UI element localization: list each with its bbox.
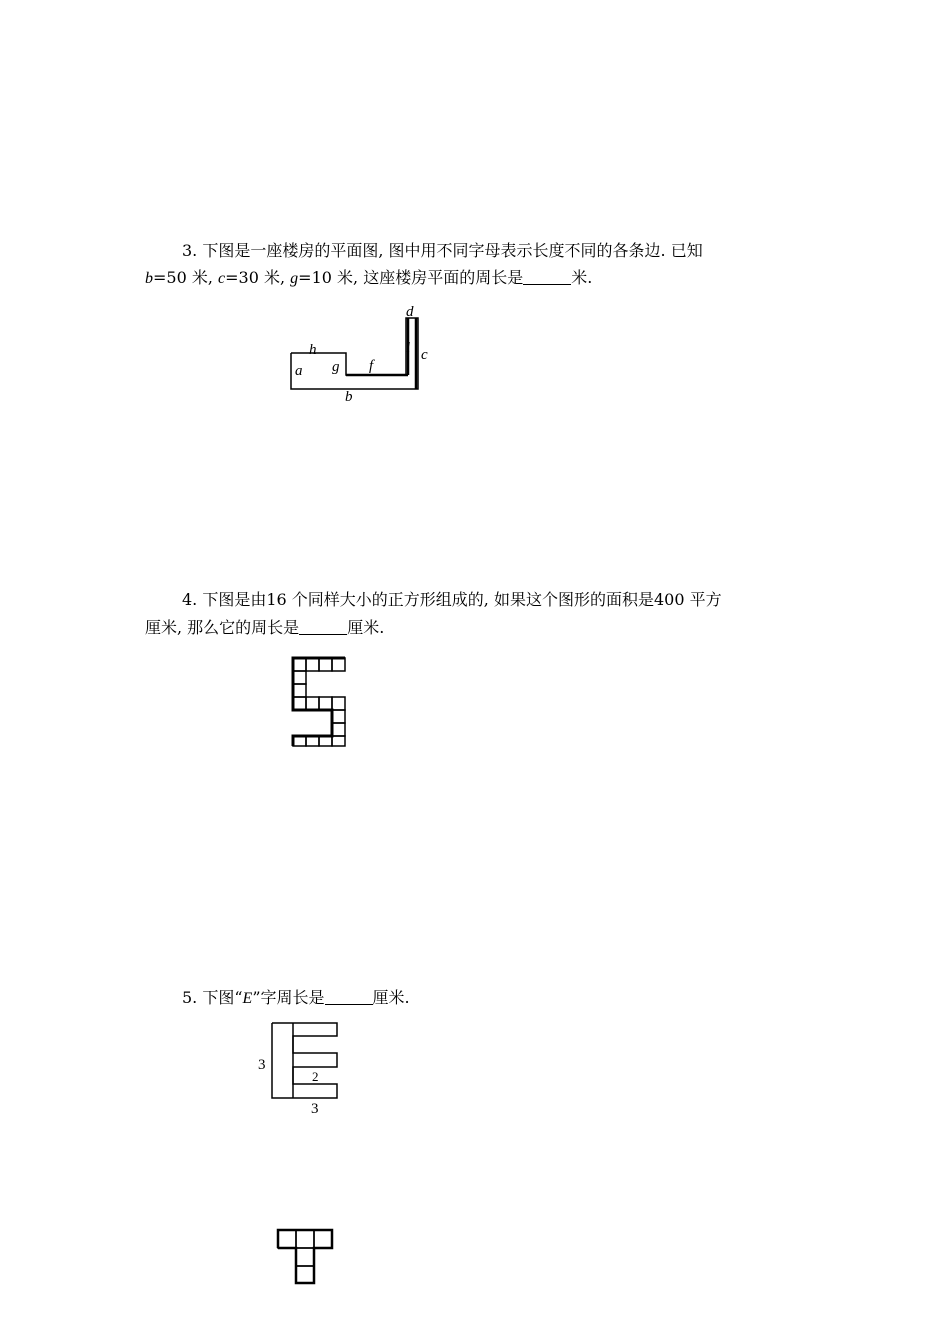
floor-plan-diagram [285,300,445,410]
label-left-3: 3 [258,1057,266,1073]
unit: 厘米. [372,988,410,1007]
unit: 米. [571,268,593,287]
label-h: h [309,342,317,358]
label-c: c [421,347,428,363]
t-square-grid [278,1230,332,1283]
q4-text: 4. 下图是由16 个同样大小的正方形组成的, 如果这个图形的面积是400 平方 [182,590,722,609]
unit: 厘米. [347,618,385,637]
q5-text [182,988,410,1009]
e-shape-diagram [250,1018,360,1118]
label-g: g [332,359,340,375]
var-b: b [145,270,153,287]
value-g: =10 米, 这座楼房平面的周长是 [298,268,524,287]
answer-blank[interactable] [299,618,347,635]
q4-text-line2 [145,618,384,638]
label-d: d [406,304,414,320]
t-shape-outline [278,1230,332,1283]
q5-suffix: ”字周长是 [252,988,325,1007]
q3-text-line1 [182,241,703,261]
label-inner-2: 2 [312,1069,319,1084]
t-shape-squares [275,1227,335,1287]
label-l: l [406,340,411,356]
e-letter: E [242,990,253,1007]
value-c: =30 米, [225,268,291,287]
square-grid [293,658,345,746]
q4-text-2: 厘米, 那么它的周长是 [145,618,300,637]
answer-blank[interactable] [523,268,571,285]
label-b: b [345,389,353,405]
label-f: f [369,358,374,374]
q4-text-line1 [182,590,722,610]
q5-prefix: 5. 下图“ [182,988,243,1007]
label-bottom-3: 3 [311,1101,319,1117]
e-shape-outline [272,1023,337,1098]
value-b: =50 米, [153,268,219,287]
q3-text-line2 [145,268,592,289]
q3-text: 3. 下图是一座楼房的平面图, 图中用不同字母表示长度不同的各条边. 已知 [182,241,703,260]
var-g: g [290,270,299,287]
label-a: a [295,363,303,379]
s-shape-squares [290,655,350,750]
answer-blank[interactable] [325,988,373,1005]
var-c: c [218,270,226,287]
